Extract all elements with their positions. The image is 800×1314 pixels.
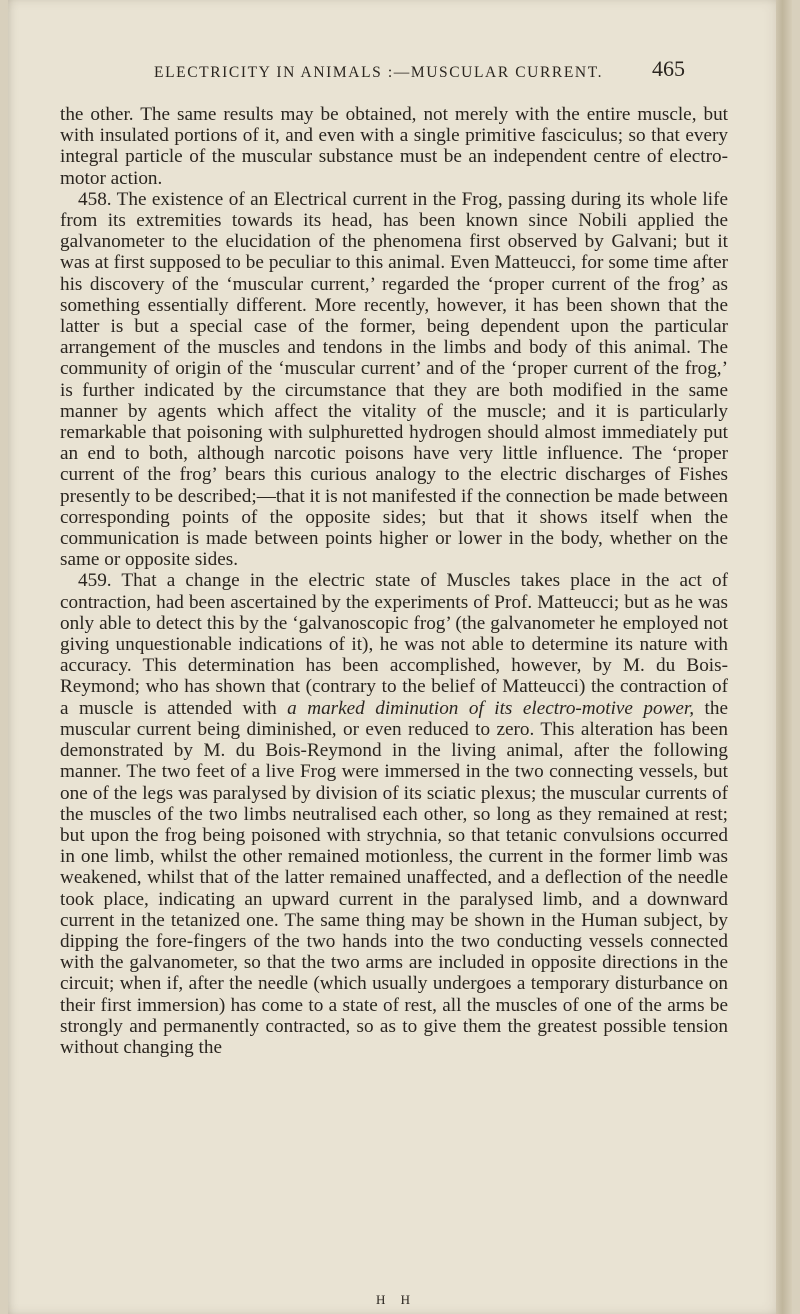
paragraph	[60, 104, 728, 189]
body-text	[60, 104, 728, 1058]
paragraph-text: That a change in the electric state of Muscles takes place in the act of contraction, had been ascertained by the experiments of Prof. Matteucci; but as he was only able to detect this by the ‘galvanoscopic frog’ (the galvanometer he employed not giving unquestionable indications of it), he was not able to determine its nature with accuracy. This determination has been accomplished, however, by M. du Bois-Reymond; who has shown that (contrary to the belief of Matteucci) the contraction of a muscle is attended with	[60, 570, 728, 719]
running-head: ELECTRICITY IN ANIMALS :—MUSCULAR CURRENT.	[154, 64, 604, 81]
paragraph	[60, 570, 728, 1058]
page-header	[8, 56, 784, 86]
book-page	[8, 0, 784, 1314]
page-edge	[776, 0, 792, 1314]
italic-phrase: a marked diminution of its electro-motive power,	[287, 697, 695, 719]
paragraph-number: 459.	[78, 570, 112, 592]
signature-mark: H H	[375, 1292, 417, 1307]
paragraph-text-continued: the muscular current being diminished, or even reduced to zero. This alteration has been demonstrated by M. du Bois-Reymond in the living animal, after the following manner. The two feet of a live Frog were immersed in the two connecting vessels, but one of the legs was paralysed by division of its sciatic plexus; the muscular currents of the muscles of the two limbs neutralised each other, so long as they remained at rest; but upon the frog being poisoned with strychnia, so that tetanic convulsions occurred in one limb, whilst the other remained motionless, the current in the former limb was weakened, whilst that of the latter remained unaffected, and a deflection of the needle took place, indicating an upward current in the paralysed limb, and a downward current in the tetanized one. The same thing may be shown in the Human subject, by dipping the fore-fingers of the two hands into the two conducting vessels connected with the galvanometer, so that the two arms are included in opposite directions in the circuit; when if, after the needle (which usually undergoes a temporary disturbance on their first immersion) has come to a state of rest, all the muscles of one of the arms be strongly and permanently contracted, so as to give them the greatest possible tension without changing the	[60, 697, 728, 1058]
page-number: 465	[652, 56, 685, 81]
paragraph	[60, 189, 728, 571]
paragraph-text: The existence of an Electrical current in the Frog, passing during its whole life from its extremities towards its head, has been known since Nobili applied the galvanometer to the elucidation of the phenomena first observed by Galvani; but it was at first supposed to be peculiar to this animal. Even Matteucci, for some time after his discovery of the ‘muscular current,’ regarded the ‘proper current of the frog’ as something essentially different. More recently, however, it has been shown that the latter is but a special case of the former, being dependent upon the particular arrangement of the muscles and tendons in the limbs and body of this animal. The community of origin of the ‘muscular current’ and of the ‘proper current of the frog,’ is further indicated by the circumstance that they are both modified in the same manner by agents which affect the vitality of the muscle; and it is particularly remarkable that poisoning with sulphuretted hydrogen should almost immediately put an end to both, although narcotic poisons have very little influence. The ‘proper current of the frog’ bears this curious analogy to the electric discharges of Fishes presently to be described;—that it is not manifested if the connection be made between corresponding points of the opposite sides; but that it shows itself when the communication is made between points higher or lower in the body, whether on the same or opposite sides.	[60, 188, 728, 571]
paragraph-number: 458.	[78, 188, 112, 210]
paragraph-text: the other. The same results may be obtained, not merely with the entire muscle, but with insulated portions of it, and even with a single primitive fasciculus; so that every integral particle of the muscular substance must be an independent centre of electro-motor action.	[60, 104, 728, 189]
